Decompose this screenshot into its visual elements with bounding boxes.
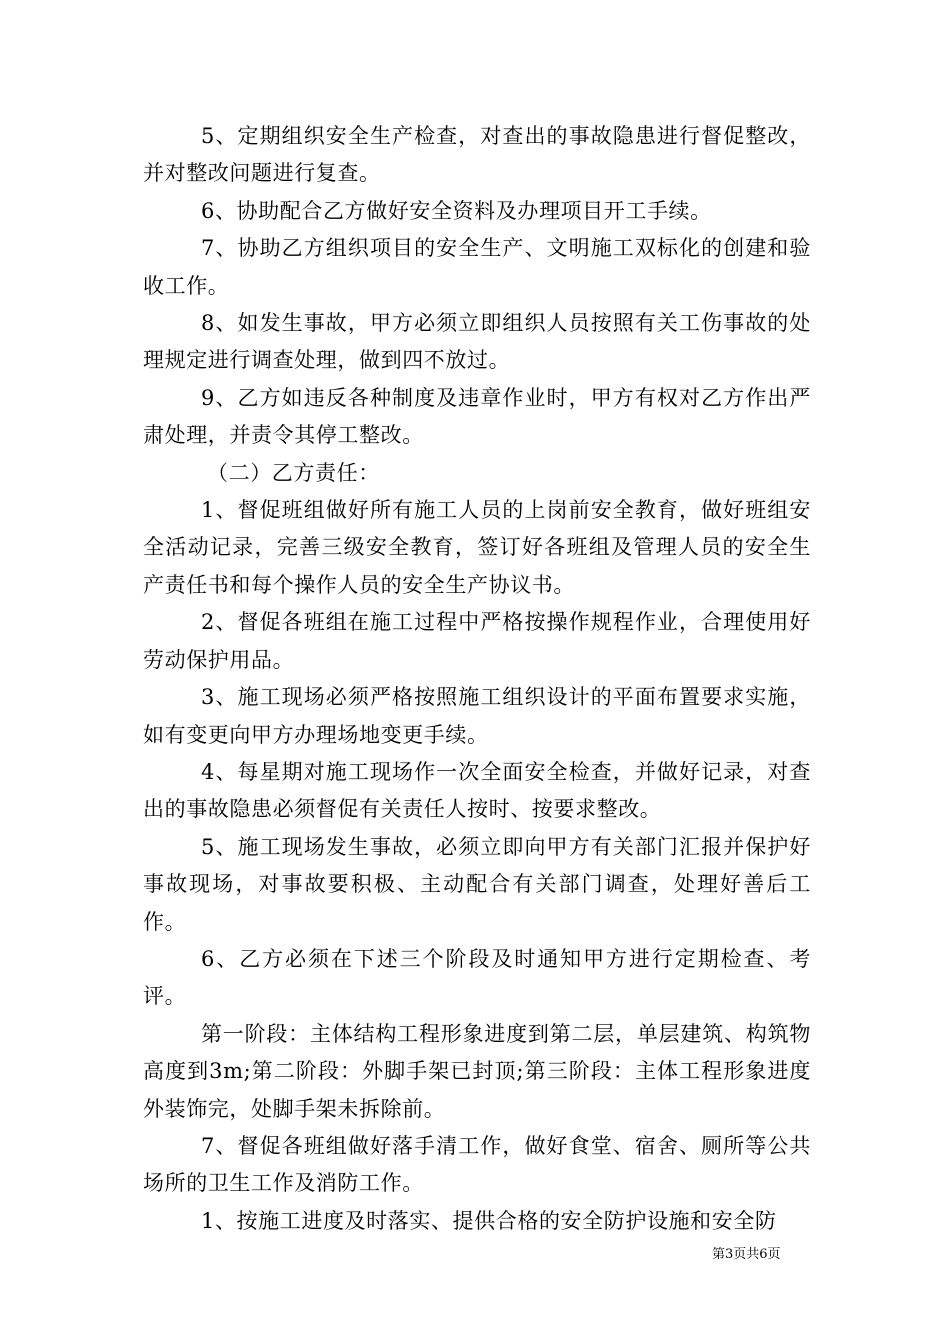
paragraph: 5、施工现场发生事故，必须立即向甲方有关部门汇报并保护好事故现场，对事故要积极、主动配合有关部门调查，处理好善后工作。: [143, 834, 811, 934]
paragraph: 7、督促各班组做好落手清工作，做好食堂、宿舍、厕所等公共场所的卫生工作及消防工作。: [143, 1133, 811, 1196]
page-number: 第3页共6页: [712, 1247, 781, 1262]
paragraph: 6、协助配合乙方做好安全资料及办理项目开工手续。: [201, 198, 712, 223]
paragraph: 7、协助乙方组织项目的安全生产、文明施工双标化的创建和验收工作。: [143, 236, 811, 298]
paragraph: 2、督促各班组在施工过程中严格按操作规程作业，合理使用好劳动保护用品。: [143, 610, 811, 672]
paragraph: 1、督促班组做好所有施工人员的上岗前安全教育，做好班组安全活动记录，完善三级安全教育，签订好各班组及管理人员的安全生产责任书和每个操作人员的安全生产协议书。: [143, 498, 811, 597]
paragraph: 8、如发生事故，甲方必须立即组织人员按照有关工伤事故的处理规定进行调查处理，做到四不放过。: [143, 311, 811, 373]
paragraph: 6、乙方必须在下述三个阶段及时通知甲方进行定期检查、考评。: [143, 946, 811, 1009]
paragraph: 9、乙方如违反各种制度及违章作业时，甲方有权对乙方作出严肃处理，并责令其停工整改。: [143, 385, 811, 448]
section-heading: （二）乙方责任：: [207, 460, 380, 485]
paragraph: 4、每星期对施工现场作一次全面安全检查，并做好记录，对查出的事故隐患必须督促有关责任人按时、按要求整改。: [143, 759, 811, 822]
document-body: [143, 118, 811, 1240]
paragraph: 5、定期组织安全生产检查，对查出的事故隐患进行督促整改，并对整改问题进行复查。: [143, 124, 811, 186]
paragraph: 1、按施工进度及时落实、提供合格的安全防护设施和安全防: [201, 1208, 777, 1233]
paragraph: 3、施工现场必须严格按照施工组织设计的平面布置要求实施，如有变更向甲方办理场地变更手续。: [143, 685, 811, 747]
paragraph: 第一阶段：主体结构工程形象进度到第二层，单层建筑、构筑物高度到3m;第二阶段：外脚手架已封顶;第三阶段：主体工程形象进度外装饰完，处脚手架未拆除前。: [143, 1021, 811, 1121]
